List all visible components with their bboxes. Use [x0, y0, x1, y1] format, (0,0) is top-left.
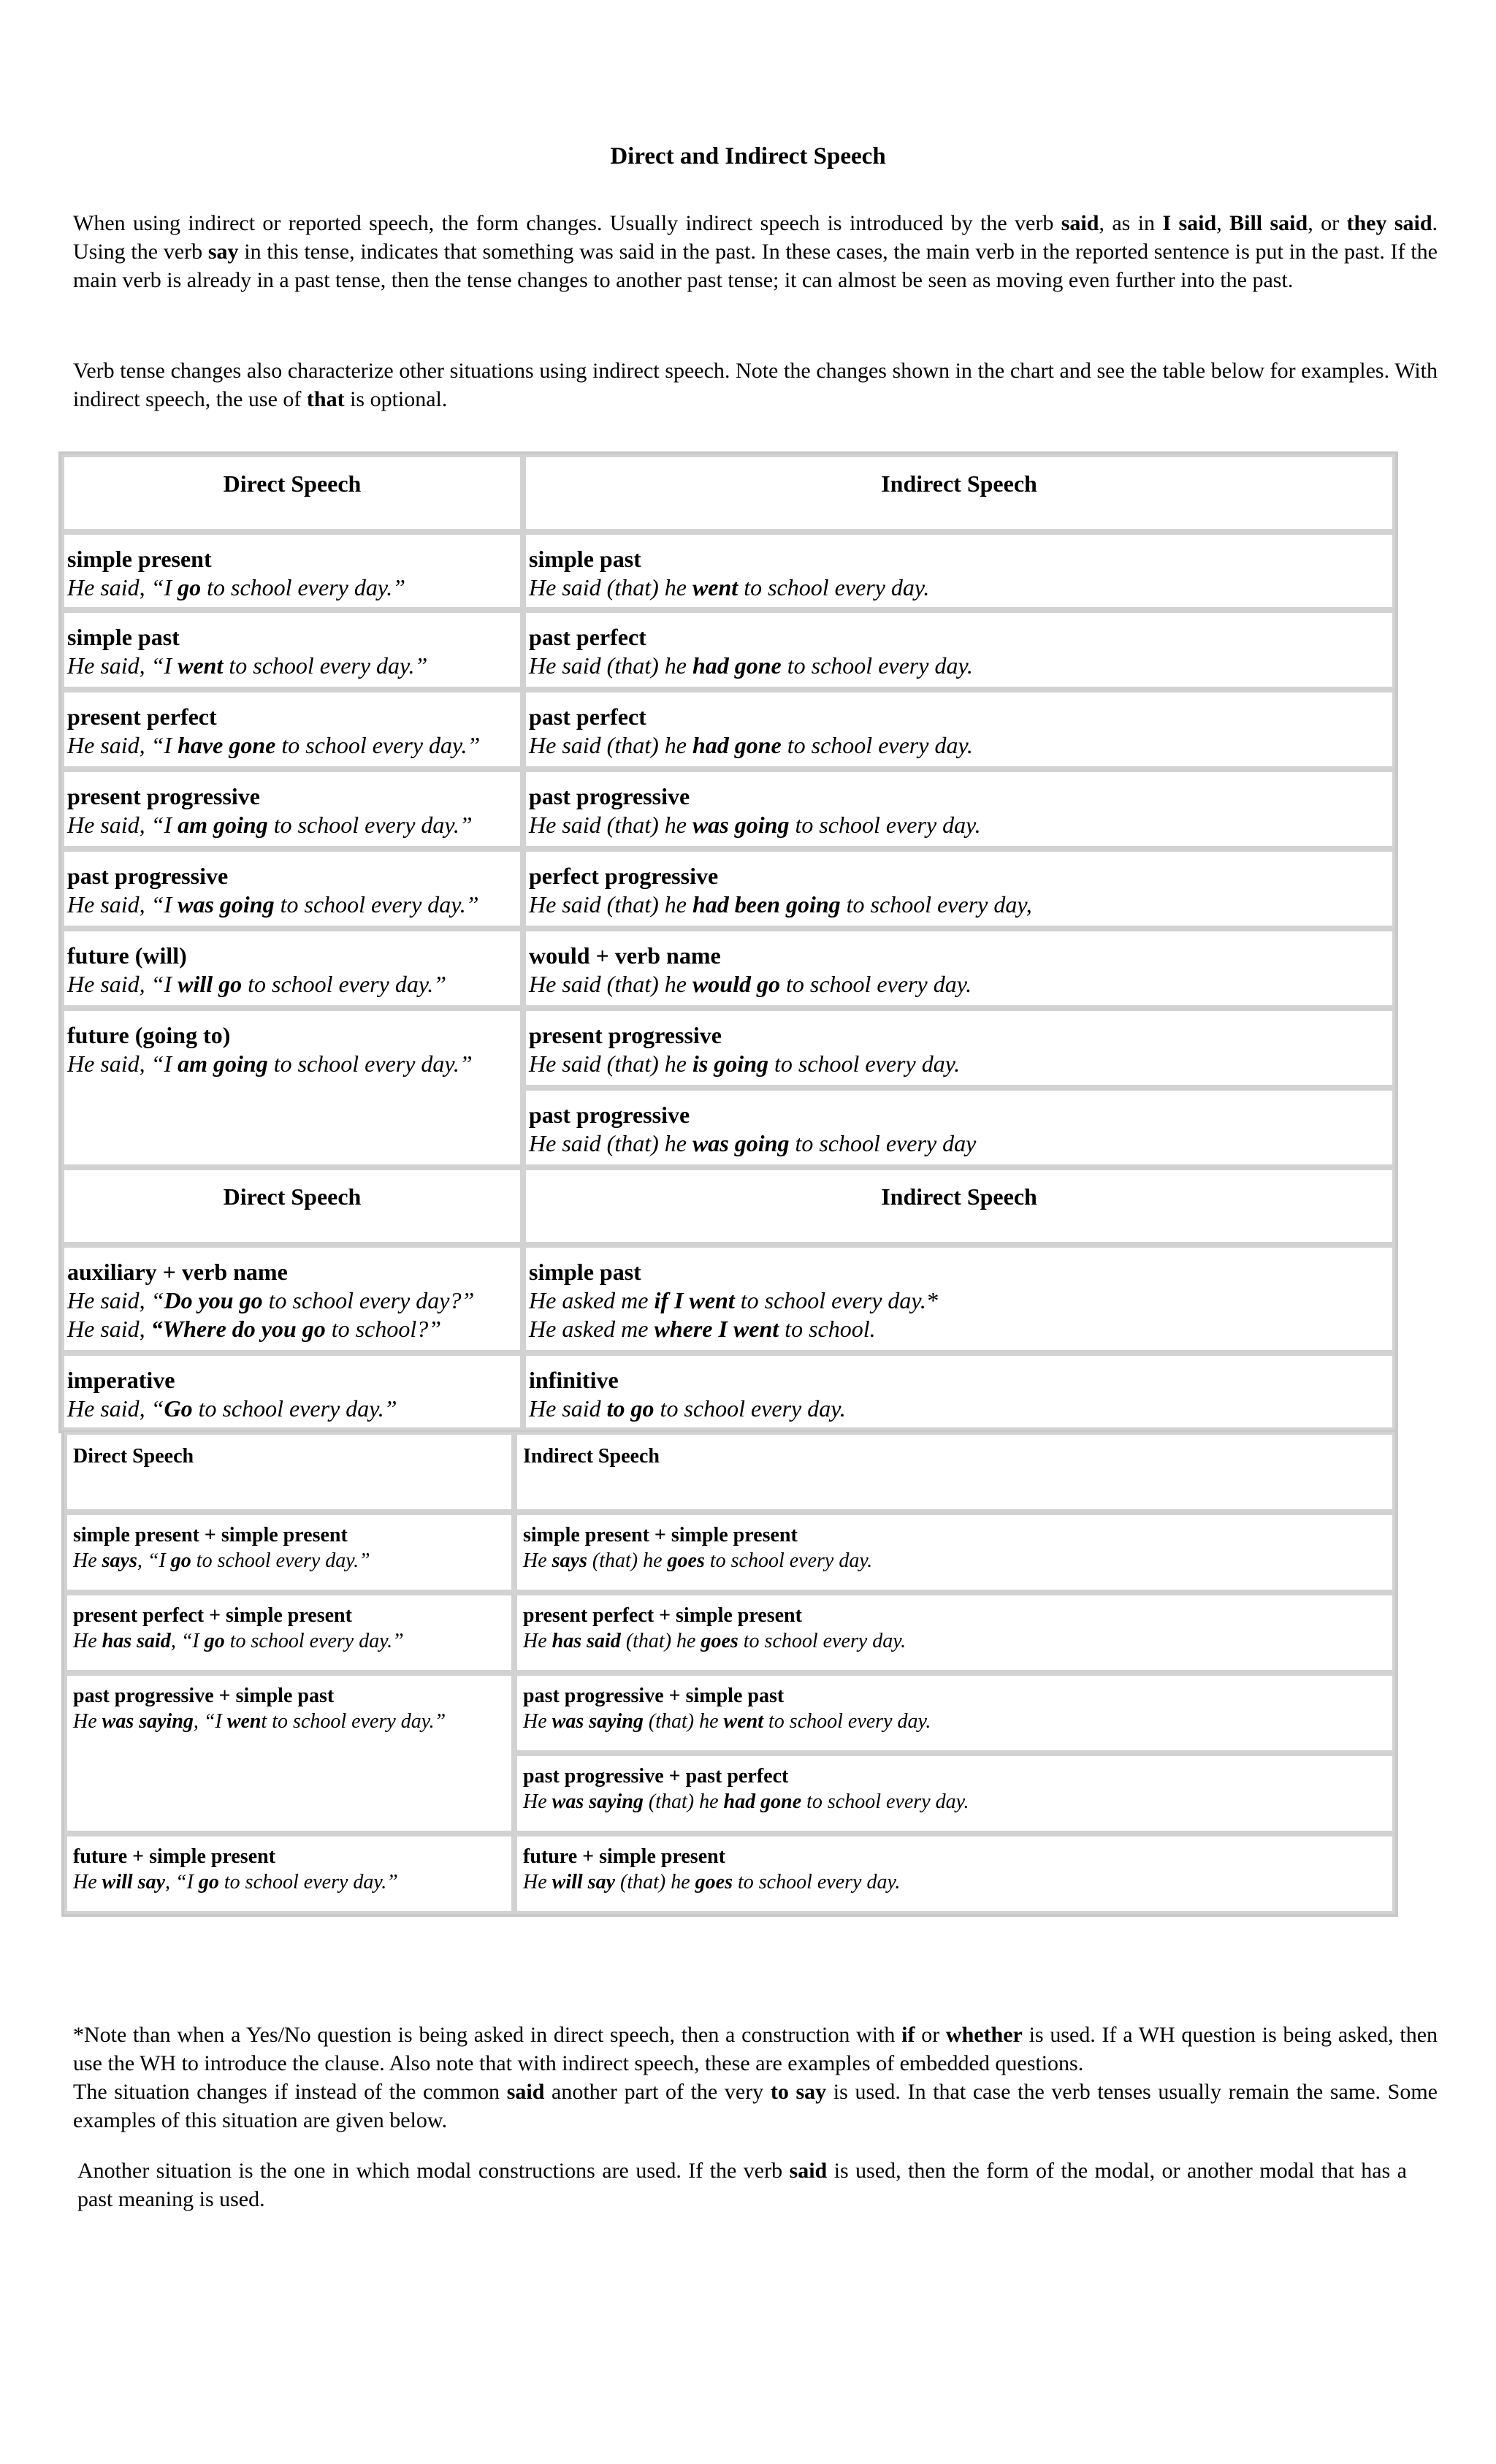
indirect-tense-label: past progressive — [529, 783, 690, 809]
table-row — [61, 690, 1395, 769]
modal-paragraph: Another situation is the one in which modal constructions are used. If the verb said is used, then the form of the modal, or another modal that has a past meaning is used. — [77, 2159, 1407, 2211]
table-row — [61, 849, 1395, 928]
indirect-example: He asked me where I went to school. — [529, 1316, 876, 1342]
footnote-paragraph: *Note than when a Yes/No question is being asked in direct speech, then a construction with if or whether is used. If a WH question is being asked, then use the WH to introduce the clause. Also note that with indirect speech, these are examples of embedded questions. The situation changes if instead of the common said another part of the very to say is used. In that case the verb tenses usually remain the same. Some examples of this situation are given below. — [73, 2023, 1438, 2132]
direct-example: He will say, “I go to school every day.” — [73, 1871, 398, 1893]
table-row — [61, 928, 1395, 1008]
direct-tense-label: present progressive — [67, 783, 260, 809]
direct-example: He said, “I went to school every day.” — [67, 652, 428, 679]
indirect-tense-label: infinitive — [529, 1367, 619, 1393]
indirect-example: He said (that) he had gone to school every day. — [529, 652, 973, 679]
indirect-example: He said (that) he had gone to school every day. — [529, 732, 973, 758]
tense-change-table — [58, 451, 1398, 1433]
indirect-example: He said (that) he was going to school every day — [529, 1130, 977, 1156]
indirect-tense-label: perfect progressive — [529, 863, 719, 889]
direct-tense-label: future + simple present — [73, 1845, 276, 1868]
indirect-speech-header: Indirect Speech — [523, 1167, 1395, 1245]
direct-tense-label: past progressive + simple past — [73, 1685, 335, 1707]
direct-tense-label: past progressive — [67, 863, 229, 889]
indirect-example: He was saying (that) he had gone to school every day. — [523, 1790, 969, 1813]
direct-example: He said, “I was going to school every day.” — [67, 891, 479, 918]
indirect-tense-label: past progressive + simple past — [523, 1685, 785, 1707]
direct-example: He said, “I am going to school every day.” — [67, 812, 473, 838]
direct-example: He said, “I will go to school every day.” — [67, 971, 447, 997]
indirect-example: He said (that) he is going to school every day. — [529, 1050, 961, 1077]
table-row — [61, 1353, 1395, 1430]
direct-speech-header: Direct Speech — [64, 1432, 514, 1512]
indirect-tense-label: past perfect — [529, 703, 646, 730]
direct-example: He said, “I am going to school every day.” — [67, 1050, 473, 1077]
indirect-speech-header: Indirect Speech — [514, 1432, 1395, 1512]
direct-example: He was saying, “I went to school every day.” — [73, 1710, 446, 1733]
intro-paragraph-1: When using indirect or reported speech, the form changes. Usually indirect speech is introduced by the verb said, as in I said, Bill said, or they said. Using the verb say in this tense, indicates that something was said in the past. In these cases, the main verb in the reported sentence is put in the past. If the main verb is already in a past tense, then the tense changes to another past tense; it can almost be seen as moving even further into the past. — [73, 211, 1438, 292]
indirect-example: He was saying (that) he went to school every day. — [523, 1710, 931, 1733]
indirect-example: He said to go to school every day. — [529, 1395, 846, 1422]
indirect-example: He said (that) he had been going to school every day, — [529, 891, 1032, 918]
indirect-tense-label: simple present + simple present — [523, 1524, 798, 1546]
direct-tense-label: simple present — [67, 546, 212, 572]
indirect-tense-label: simple past — [529, 546, 641, 572]
direct-example: He said, “I have gone to school every day.” — [67, 732, 481, 758]
direct-example: He said, “Where do you go to school?” — [67, 1316, 441, 1342]
table-row — [64, 1673, 1395, 1753]
direct-tense-label: future (will) — [67, 942, 187, 969]
indirect-example: He said (that) he went to school every day. — [529, 574, 930, 600]
direct-example: He has said, “I go to school every day.” — [73, 1630, 404, 1652]
direct-tense-label: simple present + simple present — [73, 1524, 348, 1546]
table-row — [61, 610, 1395, 690]
direct-tense-label: present perfect + simple present — [73, 1604, 352, 1627]
direct-example: He said, “Go to school every day.” — [67, 1395, 397, 1422]
table-row — [61, 1008, 1395, 1088]
intro-paragraph-2: Verb tense changes also characterize other situations using indirect speech. Note the changes shown in the chart and see the table below for examples. With indirect speech, the use of that is optional. — [73, 359, 1438, 411]
table-row — [64, 1512, 1395, 1593]
indirect-tense-label: simple past — [529, 1259, 641, 1285]
direct-speech-header: Direct Speech — [61, 454, 523, 532]
direct-tense-label: future (going to) — [67, 1022, 231, 1048]
table-row — [61, 532, 1395, 610]
indirect-tense-label: past perfect — [529, 624, 646, 650]
direct-tense-label: imperative — [67, 1367, 175, 1393]
table-row — [61, 1245, 1395, 1353]
direct-tense-label: simple past — [67, 624, 180, 650]
direct-speech-header: Direct Speech — [61, 1167, 523, 1245]
indirect-example: He said (that) he was going to school every day. — [529, 812, 981, 838]
page-title: Direct and Indirect Speech — [610, 143, 886, 169]
indirect-tense-label: present progressive — [529, 1022, 722, 1048]
say-tense-table — [61, 1432, 1398, 1917]
table-row — [64, 1834, 1395, 1914]
indirect-tense-label: would + verb name — [529, 942, 721, 969]
table-row — [61, 769, 1395, 849]
indirect-tense-label: past progressive — [529, 1102, 690, 1128]
indirect-tense-label: past progressive + past perfect — [523, 1765, 789, 1788]
indirect-tense-label: future + simple present — [523, 1845, 726, 1868]
direct-tense-label: present perfect — [67, 703, 217, 730]
indirect-speech-header: Indirect Speech — [523, 454, 1395, 532]
indirect-example: He asked me if I went to school every day.* — [529, 1287, 938, 1313]
indirect-example: He has said (that) he goes to school every day. — [523, 1630, 907, 1652]
direct-example: He said, “Do you go to school every day?” — [67, 1287, 475, 1313]
direct-example: He says, “I go to school every day.” — [73, 1549, 370, 1572]
direct-tense-label: auxiliary + verb name — [67, 1259, 288, 1285]
indirect-tense-label: present perfect + simple present — [523, 1604, 802, 1627]
indirect-example: He says (that) he goes to school every day. — [523, 1549, 873, 1572]
direct-example: He said, “I go to school every day.” — [67, 574, 406, 600]
indirect-example: He said (that) he would go to school every day. — [529, 971, 972, 997]
indirect-example: He will say (that) he goes to school every day. — [523, 1871, 901, 1893]
table-row — [64, 1593, 1395, 1673]
